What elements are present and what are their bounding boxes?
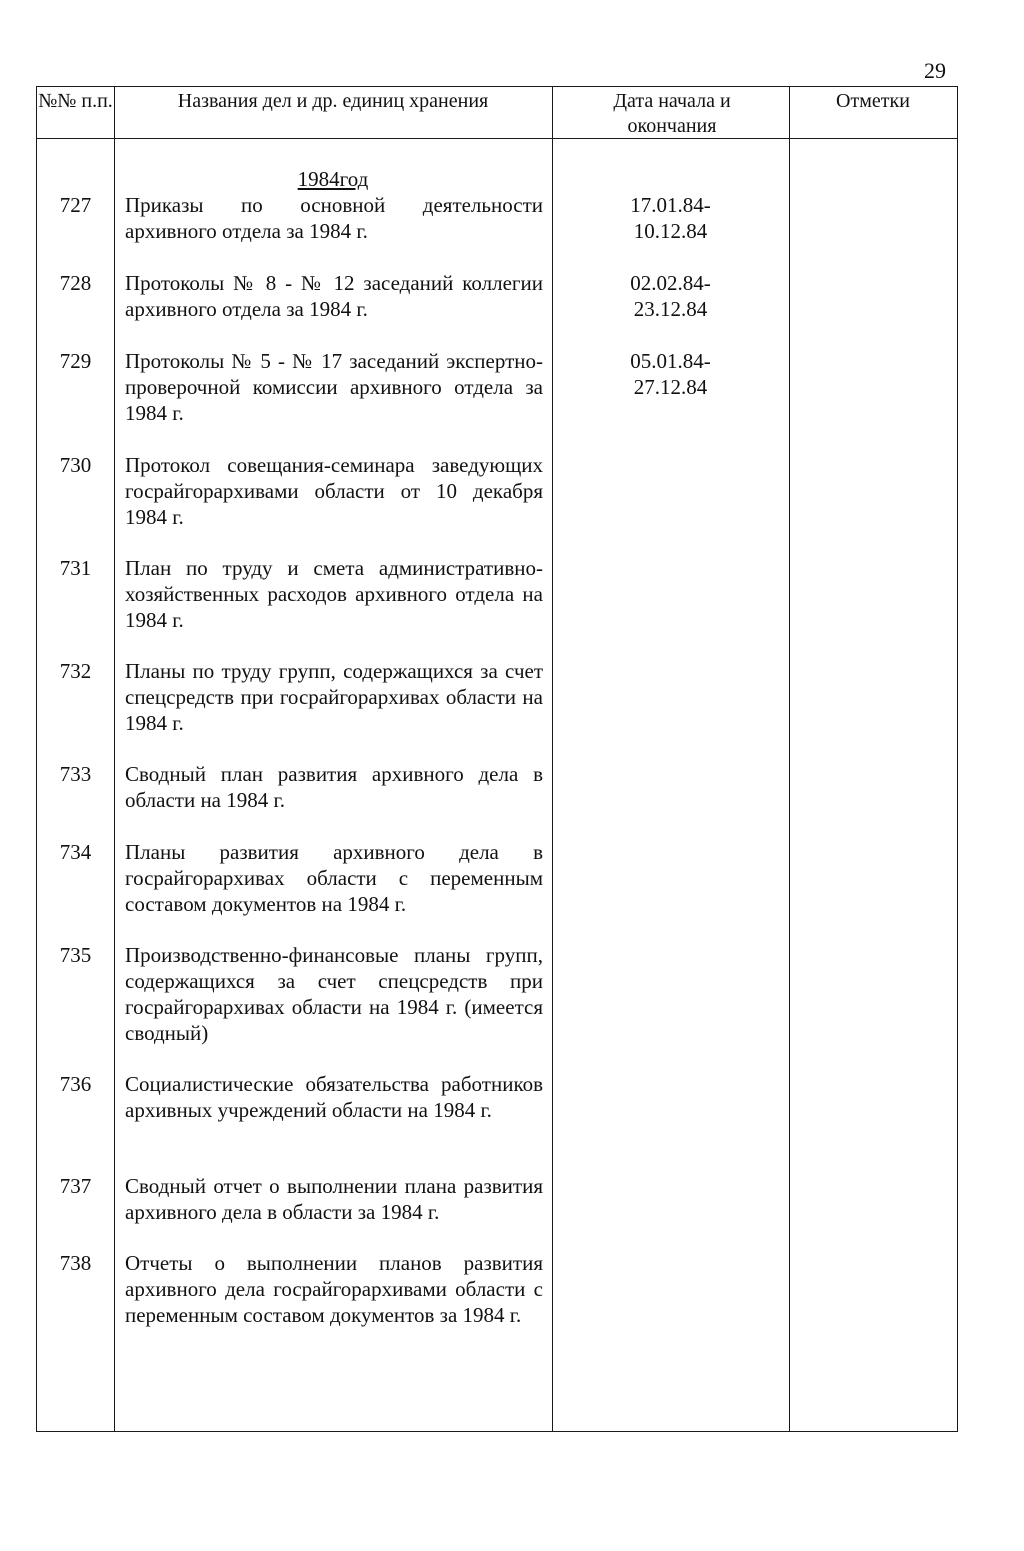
row-title: Планы развития архивного дела в госрайгорархивах области с переменным составом документов на 1984 г. <box>125 840 543 916</box>
row-number: 730 <box>59 453 92 477</box>
row-title: Приказы по основной деятельности архивного отдела за 1984 г. <box>125 193 543 243</box>
row-number: 737 <box>59 1174 92 1198</box>
row-title: Протоколы № 5 - № 17 заседаний экспертно-проверочной комиссии архивного отдела за 1984 г. <box>125 349 543 425</box>
row-number: 738 <box>59 1251 92 1275</box>
row-dates <box>552 348 789 400</box>
header-number: №№ п.п. <box>38 90 113 112</box>
row-number: 735 <box>59 943 92 967</box>
column-divider <box>114 87 115 1431</box>
column-divider <box>789 87 790 1431</box>
row-title: Отчеты о выполнении планов развития архивного дела госрайгорархивами области с переменным составом документов за 1984 г. <box>125 1251 543 1327</box>
row-number: 736 <box>59 1072 92 1096</box>
row-title: План по труду и смета административно-хозяйственных расходов архивного отдела на 1984 г. <box>125 556 543 632</box>
row-number: 732 <box>59 659 92 683</box>
row-title: Производственно-финансовые планы групп, содержащихся за счет спецсредств при госрайгорархивах области на 1984 г. (имеется сводный) <box>125 943 543 1045</box>
year-heading: 1984год <box>297 167 369 191</box>
row-title: Протоколы № 8 - № 12 заседаний коллегии архивного отдела за 1984 г. <box>125 271 543 321</box>
row-number: 728 <box>59 271 92 295</box>
row-title: Социалистические обязательства работников архивных учреждений области на 1984 г. <box>125 1072 543 1122</box>
date-start: 17.01.84- <box>630 193 711 217</box>
page-number: 29 <box>924 58 946 83</box>
row-title: Сводный план развития архивного дела в области на 1984 г. <box>125 762 543 812</box>
header-notes: Отметки <box>836 90 910 112</box>
date-end: 10.12.84 <box>633 219 708 243</box>
row-number: 729 <box>59 349 92 373</box>
header-divider <box>37 138 957 139</box>
row-dates <box>552 192 789 244</box>
date-end: 27.12.84 <box>633 375 708 399</box>
row-number: 731 <box>59 556 92 580</box>
row-number: 727 <box>59 193 92 217</box>
date-start: 02.02.84- <box>630 271 711 295</box>
header-title: Названия дел и др. единиц хранения <box>177 90 489 112</box>
header-dates: Дата начала и окончания <box>613 90 731 137</box>
date-start: 05.01.84- <box>630 349 711 373</box>
row-title: Планы по труду групп, содержащихся за счет спецсредств при госрайгорархивах области на 1984 г. <box>125 659 543 735</box>
date-end: 23.12.84 <box>633 297 708 321</box>
row-dates <box>552 270 789 322</box>
inventory-table <box>36 86 958 1432</box>
row-title: Сводный отчет о выполнении плана развития архивного дела в области за 1984 г. <box>125 1174 543 1224</box>
row-title: Протокол совещания-семинара заведующих госрайгорархивами области от 10 декабря 1984 г. <box>125 453 543 529</box>
row-number: 733 <box>59 762 92 786</box>
row-number: 734 <box>59 840 92 864</box>
